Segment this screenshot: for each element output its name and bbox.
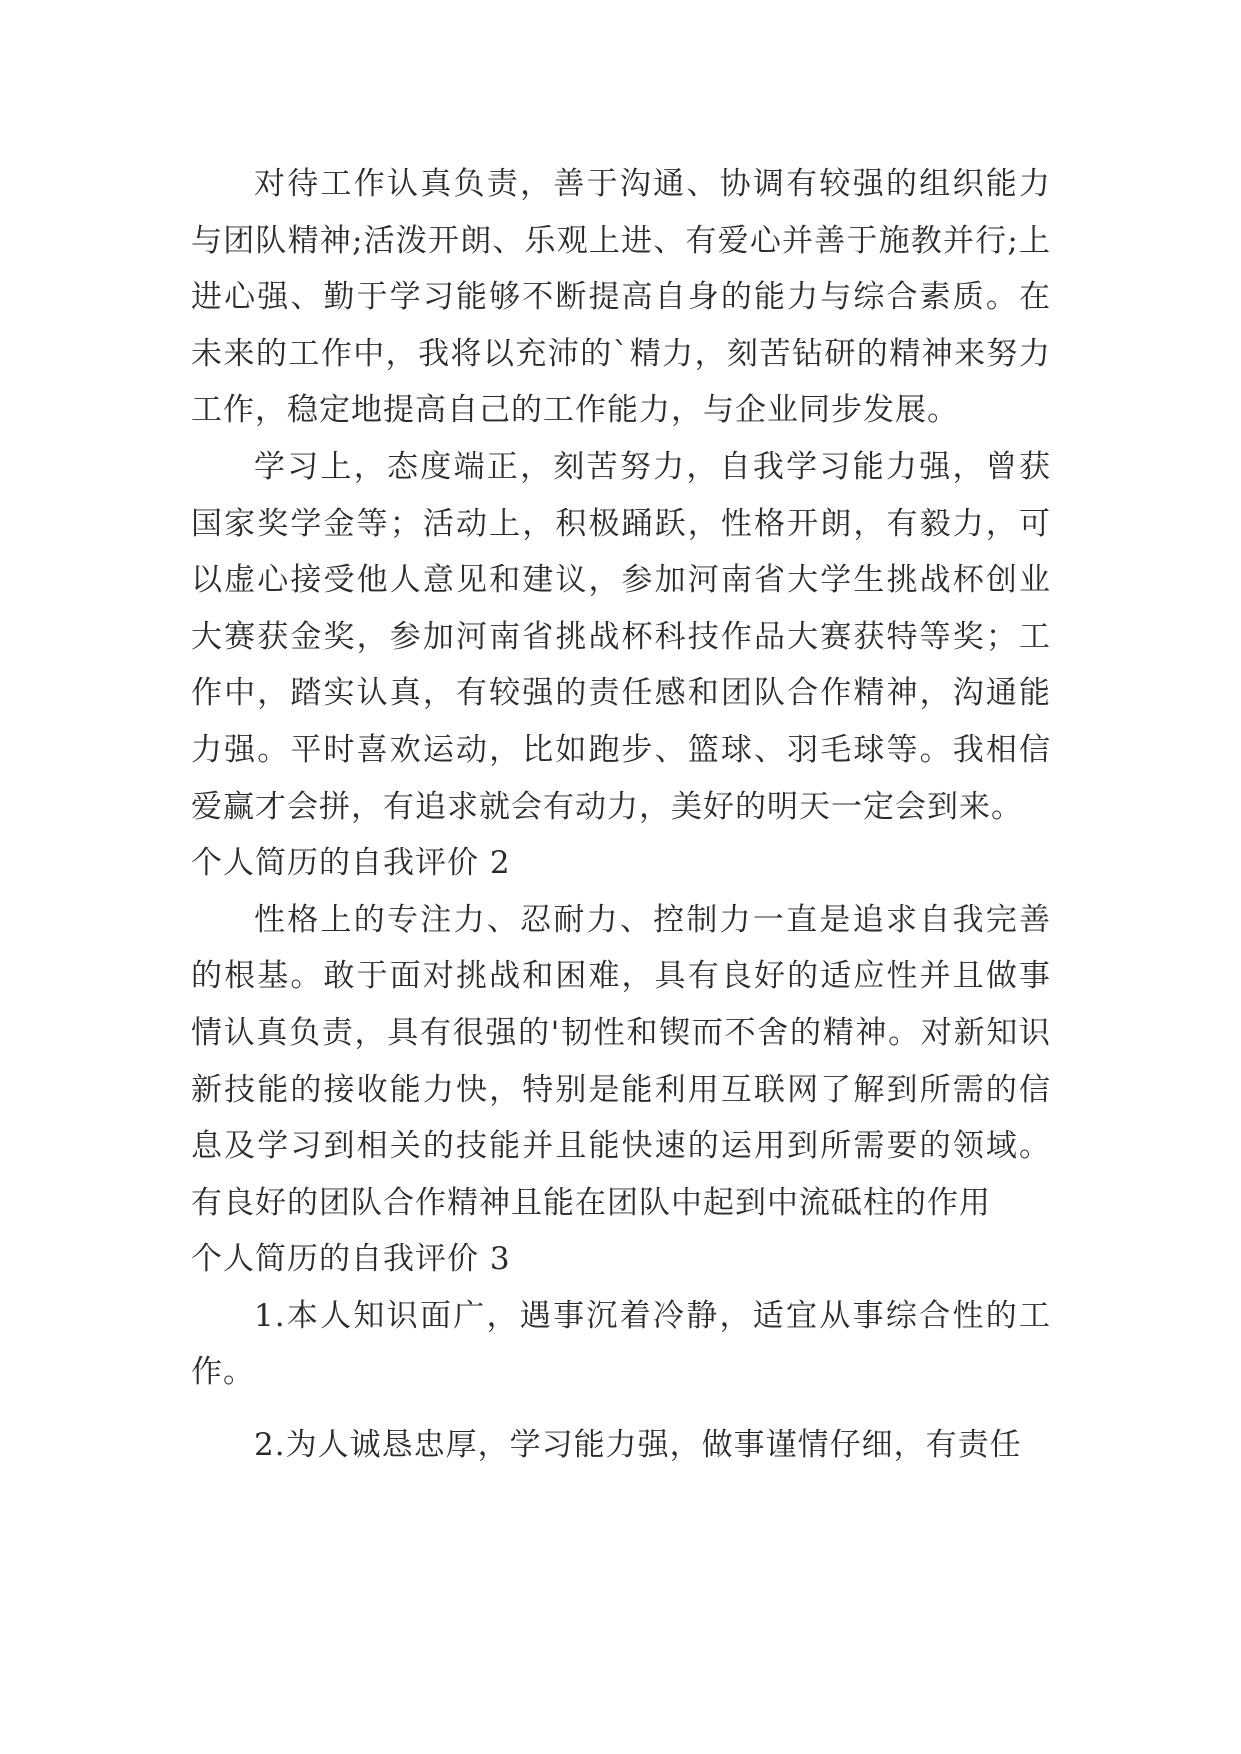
list-item-1: 1.本人知识面广，遇事沉着冷静，适宜从事综合性的工作。 — [191, 1297, 1051, 1391]
paragraph-spacer — [191, 1401, 1051, 1417]
section-heading-2: 个人简历的自我评价 2 — [191, 845, 511, 882]
paragraph-personality: 性格上的专注力、忍耐力、控制力一直是追求自我完善的根基。敢于面对挑战和困难，具有良好的适应性并且做事情认真负责，具有很强的'韧性和锲而不舍的精神。对新知识新技能的接收能力快，特别是能利用互联网了解到所需的信息及学习到相关的技能并且能快速的运用到所需要的领域。有良好的团队合作精神且能在团队中起到中流砥柱的作用 — [191, 901, 1051, 1221]
paragraph-work-attitude: 对待工作认真负责，善于沟通、协调有较强的组织能力与团队精神;活泼开朗、乐观上进、有爱心并善于施教并行;上进心强、勤于学习能够不断提高自身的能力与综合素质。在未来的工作中，我将以充沛的`精力，刻苦钻研的精神来努力工作，稳定地提高自己的工作能力，与企业同步发展。 — [191, 166, 1051, 429]
section-heading-3: 个人简历的自我评价 3 — [191, 1241, 511, 1278]
document-body — [191, 156, 1051, 1474]
list-item-2: 2.为人诚恳忠厚，学习能力强，做事谨情仔细，有责任 — [254, 1427, 1022, 1464]
paragraph-study-activities: 学习上，态度端正，刻苦努力，自我学习能力强，曾获国家奖学金等；活动上，积极踊跃，性格开朗，有毅力，可以虚心接受他人意见和建议，参加河南省大学生挑战杯创业大赛获金奖，参加河南省挑战杯科技作品大赛获特等奖；工作中，踏实认真，有较强的责任感和团队合作精神，沟通能力强。平时喜欢运动，比如跑步、篮球、羽毛球等。我相信爱赢才会拼，有追求就会有动力，美好的明天一定会到来。 — [191, 448, 1051, 825]
